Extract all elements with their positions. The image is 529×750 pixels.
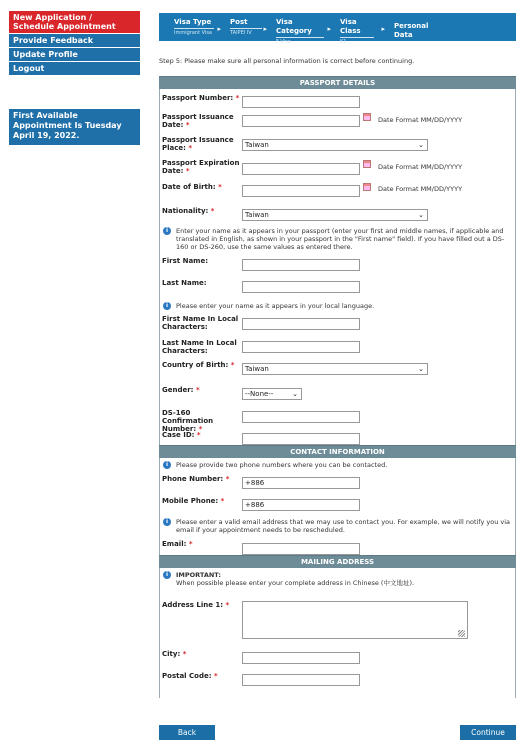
date-format-hint: Date Format MM/DD/YYYY [378,163,463,171]
birth-country-label: Country of Birth: * [162,361,235,369]
progress-steps [159,13,516,45]
step-name: Personal Data [394,22,429,39]
name-info: i Enter your name as it appears in your passport (enter your first and middle names, if applicable and translated in English, as shown in your passport in the "First name" field). If you have filled out a DS-160 or DS-260, use the same values as entered there. [162,227,512,251]
resize-grip-icon[interactable] [458,630,465,637]
phone-info: i Please provide two phone numbers where you can be contacted. [162,461,512,469]
email-input[interactable] [242,543,360,555]
last-name-local-input[interactable] [242,341,360,353]
chevron-down-icon: ⌄ [418,211,424,219]
step-sub: Immigrant Visa [174,30,212,36]
issuance-place-select[interactable]: Taiwan ⌄ [242,139,428,151]
appointment-banner: First Available Appointment Is Tuesday April 19, 2022. [9,109,140,145]
phone-input[interactable]: +886 [242,477,360,489]
passport-number-label: Passport Number: * [162,94,240,102]
passport-section [159,89,516,445]
chevron-down-icon: ⌄ [418,365,424,373]
phone-label: Phone Number: * [162,475,230,483]
info-icon: i [163,571,171,579]
case-id-input[interactable] [242,433,360,445]
calendar-icon[interactable] [363,160,371,168]
local-name-info: i Please enter your name as it appears in your local language. [162,302,512,310]
info-icon: i [163,461,171,469]
chevron-down-icon: ⌄ [418,141,424,149]
step-name: Visa Category [276,18,312,35]
step-name: Visa Class [340,18,361,35]
mobile-input[interactable]: +886 [242,499,360,511]
info-icon: i [163,518,171,526]
step-post [215,13,267,41]
back-button[interactable]: Back [159,725,215,740]
sidebar-item-feedback[interactable]: Provide Feedback [9,34,140,48]
step-visa-class [325,13,385,45]
case-id-label: Case ID: * [162,431,201,439]
last-name-local-label: Last Name In Local Characters: [162,339,237,355]
sidebar-item-logout[interactable]: Logout [9,62,140,76]
mailing-section [159,568,516,698]
issuance-date-label: Passport Issuance Date: * [162,113,234,129]
step-sub: TAIPEI IV [230,30,252,36]
first-name-input[interactable] [242,259,360,271]
step-personal-data [379,13,449,41]
last-name-input[interactable] [242,281,360,293]
section-header-passport: PASSPORT DETAILS [159,76,516,89]
continue-button[interactable]: Continue [460,725,516,740]
ds160-label: DS-160 Confirmation Number: * [162,409,214,433]
step-arrow-icon: ▸ [263,25,267,33]
ds160-input[interactable] [242,411,360,423]
issuance-place-label: Passport Issuance Place: * [162,136,234,152]
contact-section [159,458,516,555]
step-sub: F-Visa [276,39,291,45]
last-name-label: Last Name: [162,279,207,287]
step-name: Visa Type [174,18,212,26]
expiration-date-label: Passport Expiration Date: * [162,159,240,175]
step-sub: K1 [340,39,347,45]
calendar-icon[interactable] [363,183,371,191]
section-header-mailing: MAILING ADDRESS [159,555,516,568]
sidebar-nav [9,11,140,76]
birth-date-label: Date of Birth: * [162,183,222,191]
first-name-local-label: First Name In Local Characters: [162,315,239,331]
sidebar-item-new-application[interactable]: New Application / Schedule Appointment [9,11,140,34]
email-label: Email: * [162,540,193,548]
city-input[interactable] [242,652,360,664]
nationality-label: Nationality: * [162,207,215,215]
postal-code-label: Postal Code: * [162,672,218,680]
email-info: i Please enter a valid email address that we may use to contact you. For example, we will notify you via email if your appointment needs to be rescheduled. [162,518,512,534]
info-icon: i [163,227,171,235]
info-icon: i [163,302,171,310]
address-line1-textarea[interactable] [242,601,468,639]
step-name: Post [230,18,248,26]
step-arrow-icon: ▸ [217,25,221,33]
date-format-hint: Date Format MM/DD/YYYY [378,185,463,193]
personal-data-form [159,76,516,698]
birth-date-input[interactable] [242,185,360,197]
address-line1-label: Address Line 1: * [162,601,230,609]
date-format-hint: Date Format MM/DD/YYYY [378,116,463,124]
birth-country-select[interactable]: Taiwan ⌄ [242,363,428,375]
expiration-date-input[interactable] [242,163,360,175]
section-header-contact: CONTACT INFORMATION [159,445,516,458]
passport-number-input[interactable] [242,96,360,108]
step-arrow-icon: ▸ [381,25,385,33]
mobile-label: Mobile Phone: * [162,497,225,505]
postal-code-input[interactable] [242,674,360,686]
sidebar-item-update-profile[interactable]: Update Profile [9,48,140,62]
step-arrow-icon: ▸ [327,25,331,33]
step-visa-category [261,13,331,45]
chevron-down-icon: ⌄ [292,390,298,398]
step-visa-type [159,13,221,41]
first-name-local-input[interactable] [242,318,360,330]
gender-label: Gender: * [162,386,200,394]
important-info: i IMPORTANT: When possible please enter your complete address in Chinese (中文地址). [162,571,512,587]
city-label: City: * [162,650,187,658]
nationality-select[interactable]: Taiwan ⌄ [242,209,428,221]
issuance-date-input[interactable] [242,115,360,127]
calendar-icon[interactable] [363,113,371,121]
first-name-label: First Name: [162,257,209,265]
gender-select[interactable]: --None-- ⌄ [242,388,302,400]
intro-text: Step 5: Please make sure all personal information is correct before continuing. [159,57,415,65]
